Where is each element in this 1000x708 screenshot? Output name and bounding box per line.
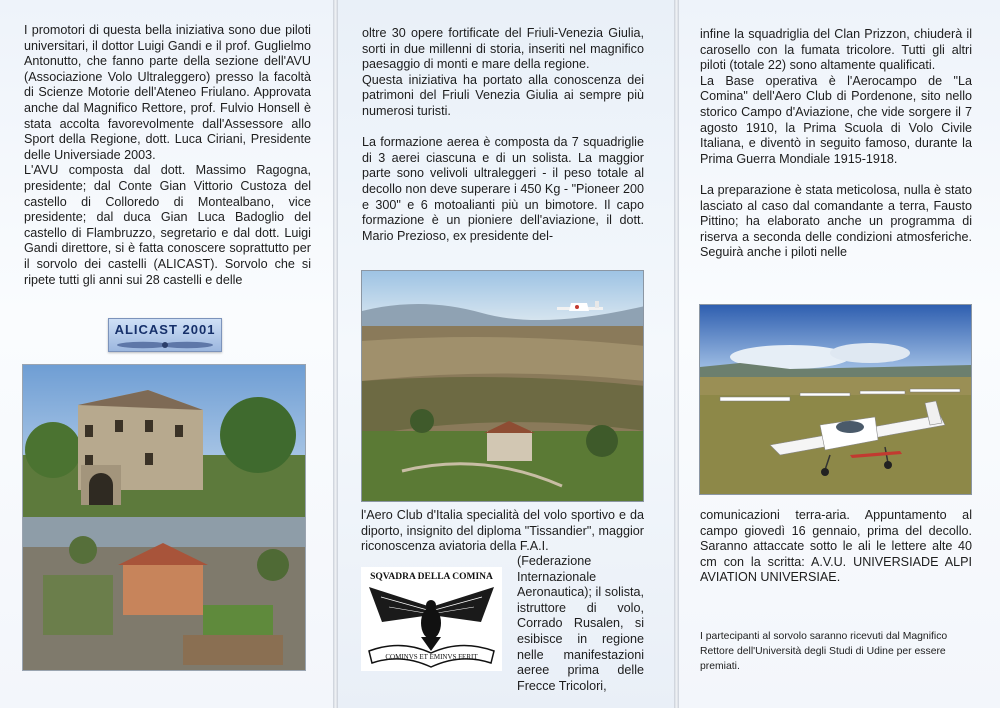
reception-note: I partecipanti al sorvolo saranno ricevuti dal Magnifico Rettore dell'Università degli Studi di Udine per essere premiati. <box>700 631 948 672</box>
promoters-paragraph: I promotori di questa bella iniziativa sono due piloti universitari, il dottor Luigi Gandi e il prof. Guglielmo Antonutto, che fanno parte della sezione dell'AVU (Associazione Volo Ultraleggero) presso la facoltà di Scienze Motorie dell'Ateneo Friulano. Approvata anche dal Magnifico Rettore, prof. Fulvio Honsell è stata accolta favorevolmente dall'Assessore allo Sport della Regione, dott. Luca Ciriani, Presidente delle Universiade 2003. <box>24 23 311 162</box>
appointment-text <box>700 508 972 586</box>
castle-photo <box>22 364 306 671</box>
aeroclub-paragraph: l'Aero Club d'Italia specialità del volo sportivo e da diporto, insignito del diploma "Tissandier", maggior riconoscenza aviatoria della F.A.I. <box>361 508 644 554</box>
fortifications-paragraph: oltre 30 opere fortificate del Friuli-Venezia Giulia, sorti in due millenni di storia, inseriti nel magnifico paesaggio di monti e mare della regione. <box>362 26 644 72</box>
footer-note <box>700 629 972 674</box>
heritage-paragraph: Questa iniziativa ha portato alla conoscenza dei patrimoni del Friuli Venezia Giulia ai sempre più numerosi turisti. <box>362 72 644 118</box>
alicast-badge <box>108 318 222 352</box>
right-top-text <box>700 27 972 261</box>
base-paragraph: La Base operativa è l'Aerocampo de "La Comina" dell'Aero Club di Pordenone, sito nello storico Campo d'Aviazione, che vide sorgere il 7 agosto 1910, la Prima Scuola di Volo Civile Italiana, e diventò in seguito famoso, durante la Prima Guerra Mondiale 1915-1918. <box>700 73 972 166</box>
formation-paragraph: La formazione aerea è composta da 7 squadriglie di 3 aerei ciascuna e di un solista. La maggior parte sono velivoli ultraleggeri - il peso totale al decollo non deve superare i 450 Kg - "Pioneer 200 e 300" e 6 motoalianti più un bimotore. Il capo formazione è un pioniere dell'aviazione, il dott. Mario Prezioso, ex presidente del- <box>362 135 644 243</box>
center-top-text <box>362 26 644 244</box>
fai-text <box>517 554 644 694</box>
aerial-photo <box>361 270 644 502</box>
aeroclub-text <box>361 508 644 555</box>
emblem-title: SQVADRA DELLA COMINA <box>370 572 493 582</box>
badge-label: ALICAST 2001 <box>114 322 216 337</box>
squadra-comina-emblem <box>361 567 502 671</box>
propeller-icon <box>115 340 215 350</box>
prizzon-paragraph: infine la squadriglia del Clan Prizzon, chiuderà il carosello con la fumata tricolore. Tutti gli altri piloti (totale 22) sono altamente qualificati. <box>700 27 972 73</box>
emblem-motto: COMINVS ET EMINVS FERIT <box>385 653 478 661</box>
preparation-paragraph: La preparazione è stata meticolosa, nulla è stato lasciato al caso dal comandante a terra, Fausto Pittino; ha elaborato anche un programma di riserva a seconda delle condizioni atmosferiche. Seguirà anche i piloti nelle <box>700 182 972 260</box>
promoters-text <box>24 23 311 288</box>
fai-paragraph: (Federazione Internazionale Aeronautica); il solista, istruttore di volo, Corrado Rusalen, si esibisce in regione nelle manifestazioni aeree prima delle Frecce Tricolori, <box>517 554 644 693</box>
avu-paragraph: L'AVU composta dal dott. Massimo Ragogna, presidente; dal Conte Gian Vittorio Custoza del castello di Colloredo di Montealbano, vice presidente; dal duca Gian Luca Badoglio del castello di Flambruzzo, segretario e dal dott. Luigi Gandi direttore, si è fatta conoscere soprattutto per il sorvolo dei castelli (ALICAST). Sorvolo che si ripete tutti gli anni sui 28 castelli e delle <box>24 163 311 287</box>
airfield-photo <box>699 304 972 495</box>
appointment-paragraph: comunicazioni terra-aria. Appuntamento al campo giovedì 16 gennaio, prima del decollo. Saranno attaccate sotto le ali le lettere alte 40 cm con la scritta: A.V.U. UNIVERSIADE ALPI AVIATION UNIVERSIAE. <box>700 508 972 585</box>
